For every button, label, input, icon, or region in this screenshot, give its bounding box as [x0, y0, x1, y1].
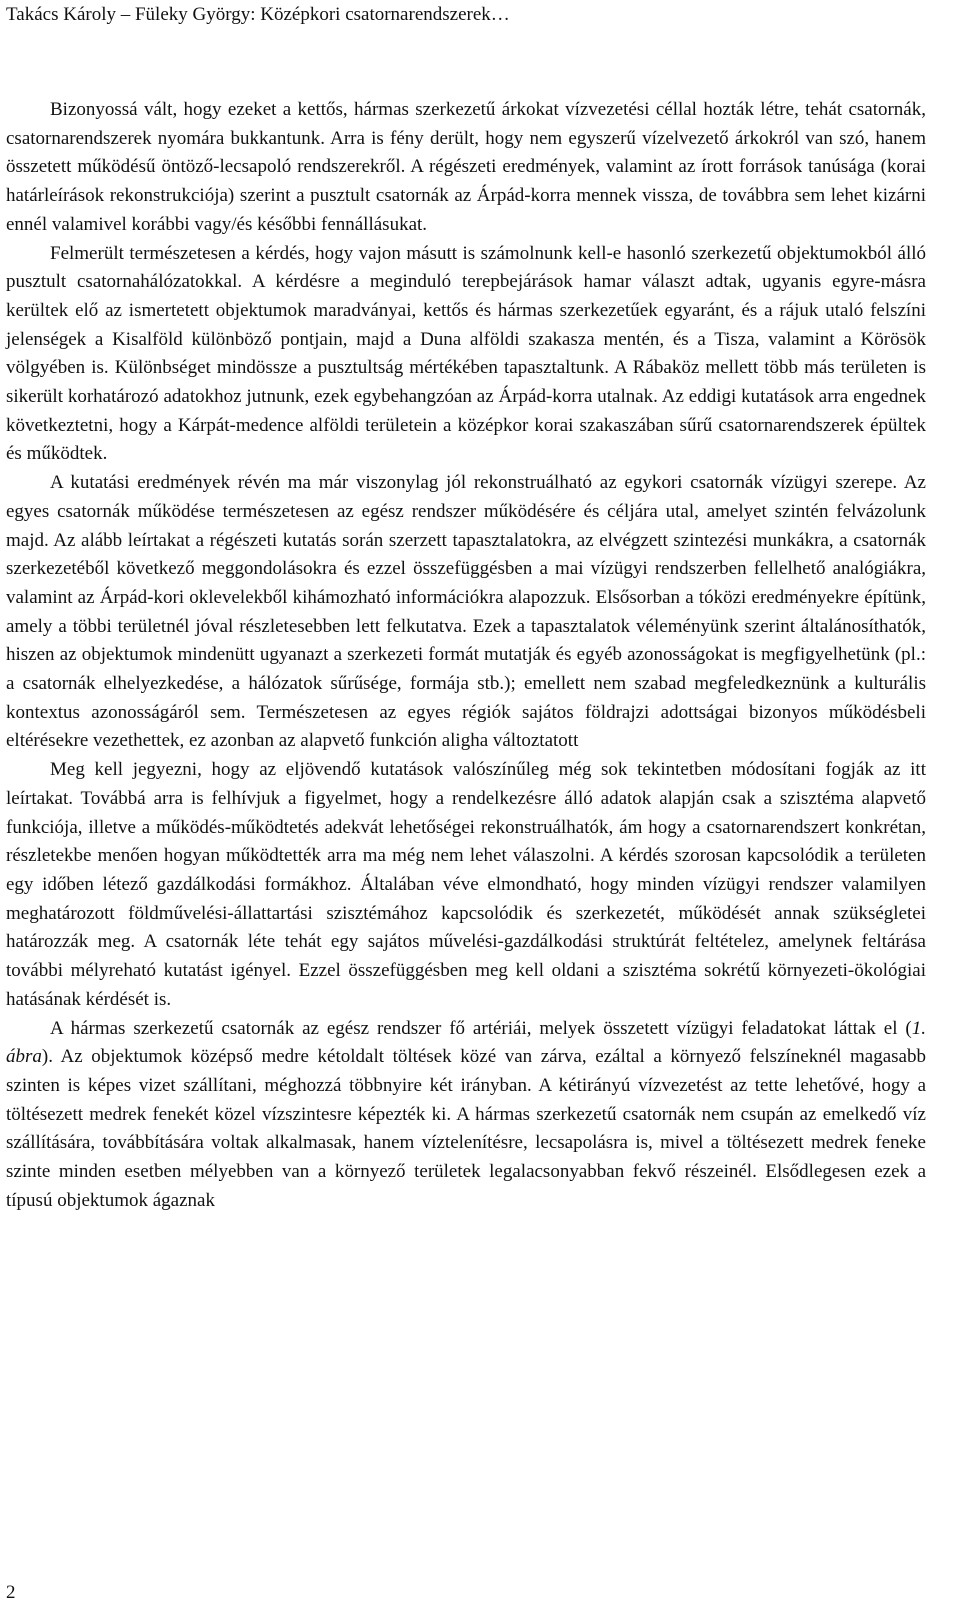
paragraph-1: Bizonyossá vált, hogy ezeket a kettős, hármas szerkezetű árkokat vízvezetési céllal hozták létre, tehát csatornák, csatornarendszerek nyomára bukkantunk. Arra is fény derült, hogy nem egyszerű vízelvezető árkokról van szó, hanem összetett működésű öntöző-lecsapoló rendszerekről. A régészeti eredmények, valamint az írott források tanúsága (korai határleírások rekonstrukciója) szerint a pusztult csatornák az Árpád-korra mennek vissza, de továbbra sem lehet kizárni ennél valamivel korábbi vagy/és későbbi fennállásukat. [6, 99, 926, 235]
page-number: 2 [6, 1582, 16, 1603]
paragraph-5 [6, 1015, 926, 1216]
body-text [6, 96, 926, 1215]
running-header: Takács Károly – Füleky György: Középkori csatornarendszerek… [6, 4, 510, 25]
paragraph-4: Meg kell jegyezni, hogy az eljövendő kutatások valószínűleg még sok tekintetben módosítani fogják az itt leírtakat. Továbbá arra is felhívjuk a figyelmet, hogy a rendelkezésre álló adatok alapján csak a szisztéma alapvető funkciója, illetve a működés-működtetés adekvát lehetőségei rekonstruálhatók, ám hogy a csatornarendszert konkrétan, részletekbe menően hogyan működtették arra ma még nem lehet válaszolni. A kérdés szorosan kapcsolódik a területen egy időben létező gazdálkodási formákhoz. Általában véve elmondható, hogy minden vízügyi rendszer valamilyen meghatározott földművelési-állattartási szisztémához kapcsolódik és szerkezetét, működését annak szükségletei határozzák meg. A csatornák léte tehát egy sajátos művelési-gazdálkodási struktúrát feltételez, amelynek feltárása további mélyreható kutatást igényel. Ezzel összefüggésben meg kell oldani a szisztéma sokrétű környezeti-ökológiai hatásának kérdését is. [6, 759, 926, 1010]
paragraph-5-part-1: A hármas szerkezetű csatornák az egész rendszer fő artériái, melyek összetett vízügyi feladatokat láttak el ( [50, 1017, 912, 1039]
paragraph-3: A kutatási eredmények révén ma már viszonylag jól rekonstruálható az egykori csatornák vízügyi szerepe. Az egyes csatornák működése természetesen az egész rendszer működésére és céljára utal, amelyet szintén felvázolunk majd. Az alább leírtakat a régészeti kutatás során szerzett tapasztalatokra, az elvégzett szintezési munkákra, a csatornák szerkezetéből következő meggondolásokra és ezzel összefüggésben a mai vízügyi rendszerben fellelhető analógiákra, valamint az Árpád-kori oklevelekből kihámozható információkra alapozzuk. Elsősorban a tóközi eredményekre építünk, amely a többi területnél jóval részletesebben lett felkutatva. Ezek a tapasztalatok véleményünk szerint általánosíthatók, hiszen az objektumok mindenütt ugyanazt a szerkezeti formát mutatják és egyéb azonosságokat is megfigyelhetünk (pl.: a csatornák elhelyezkedése, a hálózatok sűrűsége, formája stb.); emellett nem szabad megfeledkeznünk a kulturális kontextus azonosságáról sem. Természetesen az egyes régiók sajátos földrajzi adottságai bizonyos működésbeli eltérésekre vezethettek, ez azonban az alapvető funkción aligha változtatott [6, 472, 926, 752]
paragraph-5-part-2: ). Az objektumok középső medre kétoldalt töltések közé van zárva, ezáltal a környező felszíneknél magasabb szinten is képes vizet szállítani, méghozzá többnyire két irányban. A kétirányú vízvezetést az tette lehetővé, hogy a töltésezett medrek fenekét közel vízszintesre képezték ki. A hármas szerkezetű csatornák nem csupán az emelkedő víz szállítására, továbbítására voltak alkalmasak, hanem víztelenítésre, lecsapolásra is, mivel a töltésezett medrek feneke szinte minden esetben mélyebben van a környező területek legalacsonyabban fekvő részeinél. Elsődlegesen ezek a típusú objektumok ágaznak [6, 1046, 926, 1211]
paragraph-2: Felmerült természetesen a kérdés, hogy vajon másutt is számolnunk kell-e hasonló szerkezetű objektumokból álló pusztult csatornahálózatokkal. A kérdésre a meginduló terepbejárások hamar választ adtak, ugyanis egyre-másra kerültek elő az ismertetett objektumok maradványai, kettős és hármas szerkezetűek egyaránt, és a rájuk utaló felszíni jelenségek a Kisalföld különböző pontjain, majd a Duna alföldi szakasza mentén, és a Tisza, valamint a Körösök völgyében is. Különbséget mindössze a pusztultság mértékében tapasztaltunk. A Rábaköz mellett több más területen is sikerült korhatározó adatokhoz jutnunk, ezek egybehangzóan az Árpád-korra utalnak. Az eddigi kutatások arra engednek következtetni, hogy a Kárpát-medence alföldi területein a középkor korai szakaszában sűrű csatornarendszerek épültek és működtek. [6, 242, 926, 465]
figure-reference: 1. ábra [6, 1017, 926, 1068]
